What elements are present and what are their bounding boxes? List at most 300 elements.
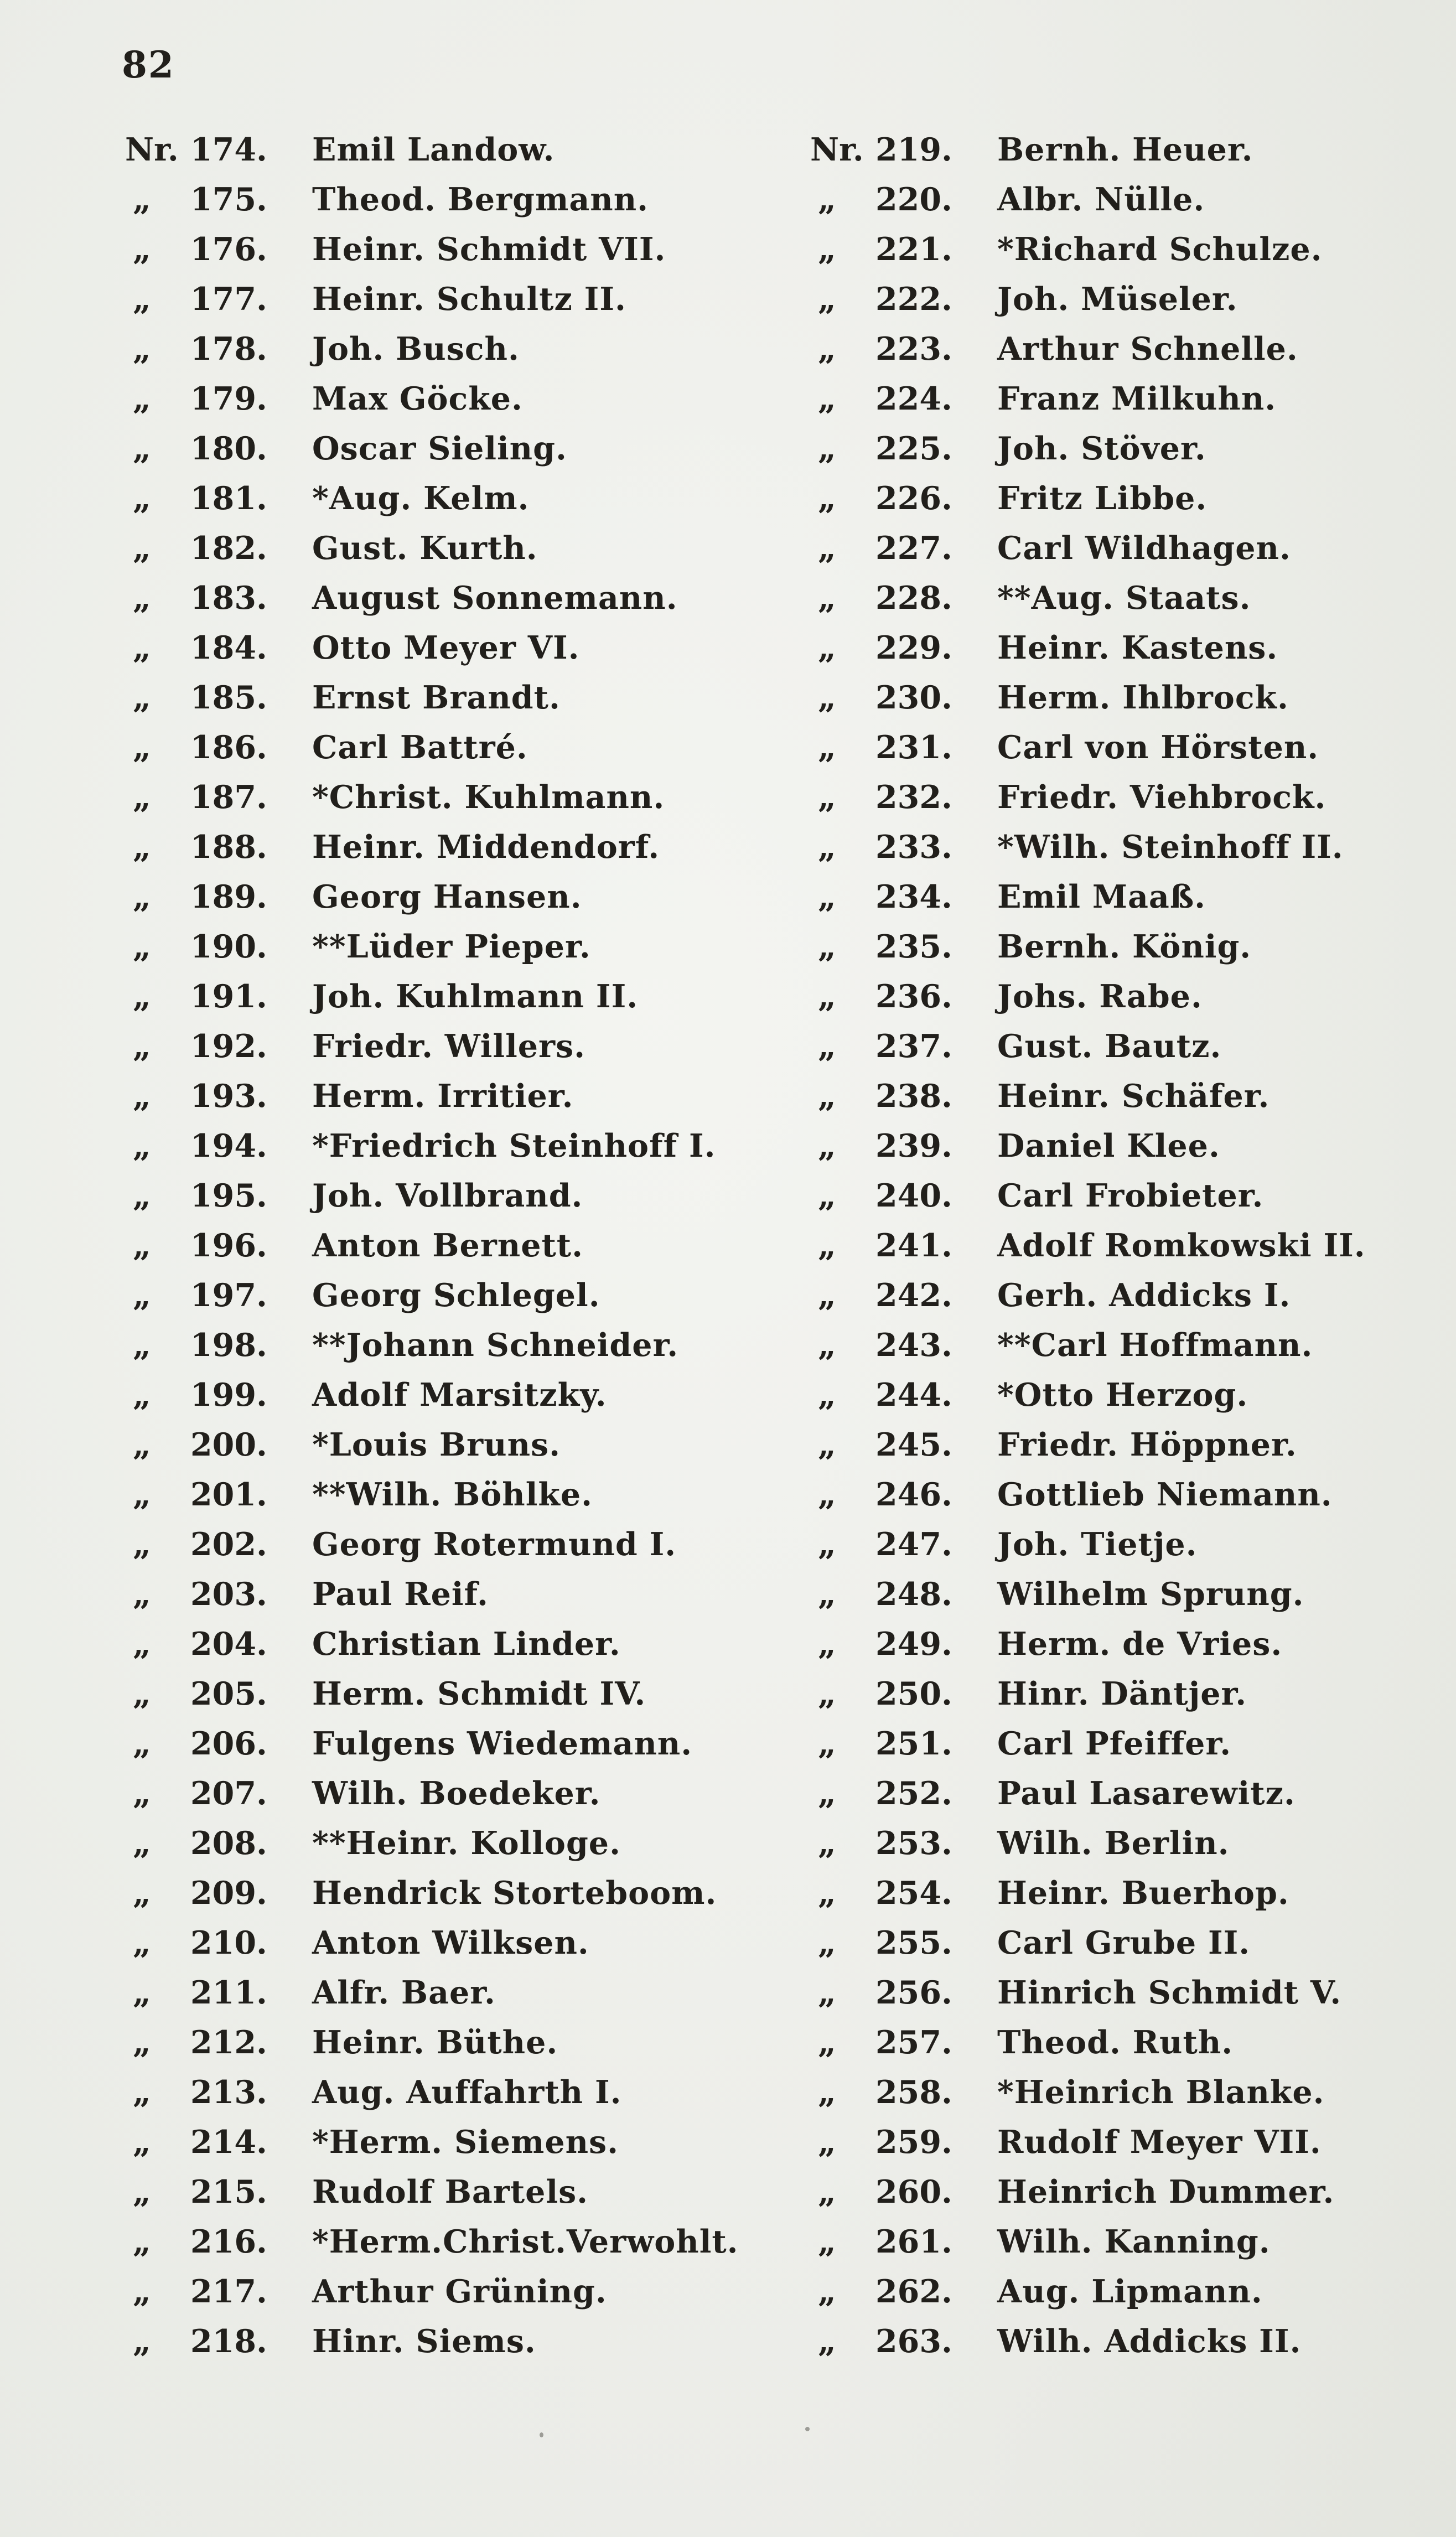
entry-number: 219. [875,131,952,168]
entry-prefix: „ [133,1625,151,1663]
list-entry [810,822,1452,872]
entry-prefix: „ [818,579,836,617]
entry-name: Adolf Romkowski II. [997,1227,1366,1264]
entry-number: 175. [190,181,267,218]
entry-number: 179. [190,380,267,417]
entry-prefix: „ [818,1277,836,1314]
entry-number: 212. [190,2024,267,2061]
entry-name: Carl Grube II. [997,1924,1251,1961]
entry-number: 225. [875,430,952,467]
list-entry [810,1520,1452,1570]
entry-name: Heinrich Dummer. [997,2173,1335,2210]
entry-prefix: „ [133,829,151,866]
list-entry [125,1868,795,1918]
entry-number: 194. [190,1127,267,1164]
entry-name: Daniel Klee. [997,1127,1220,1164]
entry-prefix: „ [818,878,836,915]
entry-prefix: „ [818,380,836,417]
entry-number: 185. [190,679,267,716]
list-entry [810,225,1452,275]
list-entry [810,2317,1452,2367]
entry-prefix: „ [133,1775,151,1812]
entry-number: 223. [875,330,952,367]
entry-prefix: „ [133,679,151,716]
entry-name: Heinr. Middendorf. [312,829,660,866]
entry-prefix: „ [818,1526,836,1563]
entry-number: 214. [190,2124,267,2161]
entry-prefix: „ [818,530,836,567]
entry-prefix: „ [133,2223,151,2260]
list-entry [810,474,1452,524]
list-entry [810,1918,1452,1968]
entry-number: 221. [875,231,952,268]
entry-prefix: „ [818,1078,836,1115]
list-entry [125,1121,795,1171]
entry-number: 182. [190,530,267,567]
entry-name: Carl von Hörsten. [997,729,1319,766]
list-entry [810,1071,1452,1121]
list-entry [125,1470,795,1520]
entry-number: 220. [875,181,952,218]
entry-prefix: „ [133,480,151,517]
entry-prefix: „ [818,1825,836,1862]
entry-name: Oscar Sieling. [312,430,567,467]
list-entry [125,1769,795,1819]
entry-prefix: „ [133,1028,151,1065]
entry-number: 248. [875,1576,952,1613]
entry-prefix: „ [818,1775,836,1812]
entry-name: Anton Bernett. [312,1227,583,1264]
entry-prefix: „ [818,231,836,268]
entry-prefix: „ [133,878,151,915]
entry-name: Gottlieb Niemann. [997,1476,1333,1513]
entry-prefix: „ [818,978,836,1015]
entry-prefix: „ [133,530,151,567]
entry-name: **Heinr. Kolloge. [312,1825,621,1862]
entry-name: *Herm.Christ.Verwohlt. [312,2223,739,2260]
entry-number: 238. [875,1078,952,1115]
entry-name: *Otto Herzog. [997,1376,1248,1414]
entry-number: 199. [190,1376,267,1414]
entry-name: Aug. Auffahrth I. [312,2074,622,2111]
entry-prefix: Nr. [810,131,864,168]
entry-name: Heinr. Schultz II. [312,281,626,318]
entry-number: 188. [190,829,267,866]
entry-number: 245. [875,1426,952,1463]
entry-number: 203. [190,1576,267,1613]
list-entry [125,2117,795,2167]
entry-name: Wilh. Addicks II. [997,2323,1302,2360]
entry-prefix: „ [818,2124,836,2161]
entry-number: 257. [875,2024,952,2061]
list-entry [810,723,1452,773]
entry-number: 249. [875,1625,952,1663]
entry-name: **Wilh. Böhlke. [312,1476,593,1513]
list-entry [810,1669,1452,1719]
list-entry [810,374,1452,424]
entry-prefix: „ [133,181,151,218]
entry-number: 191. [190,978,267,1015]
list-entry [810,922,1452,972]
list-entry [125,872,795,922]
entry-prefix: „ [133,1327,151,1364]
entry-prefix: „ [133,2323,151,2360]
entry-number: 231. [875,729,952,766]
entry-prefix: „ [133,380,151,417]
entry-prefix: „ [818,2223,836,2260]
entry-number: 263. [875,2323,952,2360]
entry-name: Emil Landow. [312,131,555,168]
entry-prefix: „ [133,1974,151,2011]
entry-number: 198. [190,1327,267,1364]
list-entry [125,1520,795,1570]
entry-name: Otto Meyer VI. [312,629,580,666]
list-entry [810,1819,1452,1868]
entry-prefix: „ [133,1875,151,1912]
list-entry [125,324,795,374]
entry-name: Carl Wildhagen. [997,530,1291,567]
entry-prefix: „ [133,281,151,318]
entry-prefix: „ [818,330,836,367]
entry-name: Joh. Kuhlmann II. [312,978,639,1015]
entry-name: Bernh. Heuer. [997,131,1253,168]
entry-name: Fulgens Wiedemann. [312,1725,693,1762]
list-entry [125,1719,795,1769]
entry-number: 234. [875,878,952,915]
list-entry [125,1420,795,1470]
entry-prefix: „ [818,1974,836,2011]
entry-number: 180. [190,430,267,467]
entry-number: 211. [190,1974,267,2011]
entry-prefix: „ [818,1476,836,1513]
entry-prefix: „ [818,1028,836,1065]
entry-name: Arthur Schnelle. [997,330,1298,367]
entry-prefix: „ [133,1376,151,1414]
list-entry [810,573,1452,623]
entry-name: Herm. Irritier. [312,1078,574,1115]
list-entry [125,2317,795,2367]
list-entry [810,2117,1452,2167]
entry-name: Aug. Lipmann. [997,2273,1263,2310]
list-entry [810,524,1452,573]
entry-name: **Lüder Pieper. [312,928,591,965]
entry-name: Friedr. Viehbrock. [997,779,1327,816]
entry-prefix: „ [818,2024,836,2061]
list-entry [125,275,795,324]
entry-number: 186. [190,729,267,766]
entry-name: Gust. Kurth. [312,530,538,567]
entry-prefix: „ [133,1675,151,1712]
entry-prefix: „ [818,1924,836,1961]
entry-number: 236. [875,978,952,1015]
entry-number: 209. [190,1875,267,1912]
list-entry [810,1121,1452,1171]
entry-prefix: „ [818,2173,836,2210]
entry-prefix: „ [818,430,836,467]
entry-number: 242. [875,1277,952,1314]
list-entry [125,1271,795,1321]
entry-name: Friedr. Höppner. [997,1426,1297,1463]
entry-number: 228. [875,579,952,617]
entry-number: 253. [875,1825,952,1862]
entry-number: 184. [190,629,267,666]
entry-number: 202. [190,1526,267,1563]
entry-name: Heinr. Kastens. [997,629,1278,666]
list-entry [810,1321,1452,1370]
entry-name: Carl Battré. [312,729,528,766]
list-entry [810,872,1452,922]
entry-prefix: „ [818,1376,836,1414]
entry-name: Emil Maaß. [997,878,1206,915]
entry-number: 213. [190,2074,267,2111]
entry-name: Wilh. Boedeker. [312,1775,601,1812]
list-entry [125,474,795,524]
list-entry [810,324,1452,374]
entry-prefix: „ [818,829,836,866]
entry-name: Carl Pfeiffer. [997,1725,1232,1762]
entry-prefix: Nr. [125,131,179,168]
entry-name: Wilh. Berlin. [997,1825,1230,1862]
entry-prefix: „ [818,1426,836,1463]
list-entry [810,2068,1452,2117]
list-entry [125,175,795,225]
entry-prefix: „ [818,281,836,318]
entry-number: 229. [875,629,952,666]
entry-number: 215. [190,2173,267,2210]
list-entry [125,1918,795,1968]
entry-number: 197. [190,1277,267,1314]
entry-name: *Richard Schulze. [997,231,1323,268]
entry-prefix: „ [818,2273,836,2310]
entry-name: *Wilh. Steinhoff II. [997,829,1344,866]
entry-prefix: „ [133,1426,151,1463]
entry-name: Heinr. Buerhop. [997,1875,1289,1912]
entry-prefix: „ [133,1177,151,1214]
entry-name: Hinr. Siems. [312,2323,536,2360]
list-entry [125,1071,795,1121]
entry-name: Johs. Rabe. [997,978,1203,1015]
list-entry [125,1819,795,1868]
entry-prefix: „ [133,2024,151,2061]
entry-name: Herm. de Vries. [997,1625,1283,1663]
entry-prefix: „ [818,629,836,666]
entry-number: 216. [190,2223,267,2260]
entry-number: 208. [190,1825,267,1862]
entry-number: 256. [875,1974,952,2011]
entry-number: 192. [190,1028,267,1065]
list-entry [125,623,795,673]
entry-number: 196. [190,1227,267,1264]
list-entry [125,524,795,573]
entry-prefix: „ [133,1924,151,1961]
entry-prefix: „ [133,1127,151,1164]
entry-name: Christian Linder. [312,1625,621,1663]
entry-name: Joh. Stöver. [997,430,1206,467]
list-entry [810,623,1452,673]
entry-prefix: „ [818,181,836,218]
entry-name: Georg Hansen. [312,878,582,915]
entry-prefix: „ [818,679,836,716]
entry-number: 193. [190,1078,267,1115]
entry-number: 252. [875,1775,952,1812]
entry-number: 260. [875,2173,952,2210]
entry-name: **Carl Hoffmann. [997,1327,1313,1364]
entry-prefix: „ [133,1526,151,1563]
list-entry [125,573,795,623]
entry-number: 241. [875,1227,952,1264]
list-entry [125,1570,795,1619]
member-list-column-right [810,125,1452,2367]
entry-prefix: „ [818,1127,836,1164]
entry-prefix: „ [818,2074,836,2111]
entry-number: 178. [190,330,267,367]
list-entry [810,1370,1452,1420]
entry-number: 183. [190,579,267,617]
entry-name: Theod. Bergmann. [312,181,649,218]
entry-name: Herm. Ihlbrock. [997,679,1289,716]
entry-prefix: „ [133,1725,151,1762]
entry-number: 177. [190,281,267,318]
entry-number: 232. [875,779,952,816]
entry-prefix: „ [133,1825,151,1862]
list-entry [810,125,1452,175]
member-list-column-left [125,125,795,2367]
entry-name: Anton Wilksen. [312,1924,589,1961]
list-entry [810,1221,1452,1271]
entry-number: 205. [190,1675,267,1712]
entry-name: Georg Schlegel. [312,1277,600,1314]
entry-name: August Sonnemann. [312,579,678,617]
list-entry [810,972,1452,1022]
list-entry [810,1769,1452,1819]
list-entry [810,2217,1452,2267]
entry-name: **Johann Schneider. [312,1327,679,1364]
list-entry [125,1370,795,1420]
list-entry [125,1321,795,1370]
list-entry [810,673,1452,723]
list-entry [125,1171,795,1221]
entry-number: 258. [875,2074,952,2111]
list-entry [125,773,795,822]
list-entry [125,125,795,175]
entry-number: 246. [875,1476,952,1513]
list-entry [125,374,795,424]
entry-name: *Louis Bruns. [312,1426,561,1463]
list-entry [810,175,1452,225]
entry-number: 187. [190,779,267,816]
entry-name: Carl Frobieter. [997,1177,1264,1214]
entry-name: Fritz Libbe. [997,480,1208,517]
entry-number: 227. [875,530,952,567]
list-entry [125,1619,795,1669]
list-entry [810,1570,1452,1619]
list-entry [125,1669,795,1719]
entry-prefix: „ [818,1177,836,1214]
entry-prefix: „ [133,779,151,816]
entry-name: Heinr. Büthe. [312,2024,558,2061]
list-entry [810,2167,1452,2217]
entry-number: 207. [190,1775,267,1812]
list-entry [810,2267,1452,2317]
entry-name: Herm. Schmidt IV. [312,1675,646,1712]
entry-number: 247. [875,1526,952,1563]
entry-number: 239. [875,1127,952,1164]
entry-prefix: „ [818,779,836,816]
scan-speckle [805,2427,810,2431]
list-entry [810,773,1452,822]
entry-number: 250. [875,1675,952,1712]
entry-number: 222. [875,281,952,318]
entry-prefix: „ [818,928,836,965]
entry-name: Arthur Grüning. [312,2273,607,2310]
entry-name: Heinr. Schäfer. [997,1078,1270,1115]
entry-prefix: „ [133,579,151,617]
entry-prefix: „ [133,231,151,268]
entry-prefix: „ [133,978,151,1015]
entry-name: *Friedrich Steinhoff I. [312,1127,716,1164]
entry-prefix: „ [133,430,151,467]
entry-name: Rudolf Meyer VII. [997,2124,1322,2161]
entry-number: 230. [875,679,952,716]
list-entry [125,2068,795,2117]
entry-number: 240. [875,1177,952,1214]
entry-name: Theod. Ruth. [997,2024,1234,2061]
entry-name: Georg Rotermund I. [312,1526,677,1563]
list-entry [810,2018,1452,2068]
entry-prefix: „ [818,1625,836,1663]
entry-name: Joh. Vollbrand. [312,1177,583,1214]
list-entry [125,2267,795,2317]
entry-number: 190. [190,928,267,965]
entry-name: Wilhelm Sprung. [997,1576,1304,1613]
entry-name: Friedr. Willers. [312,1028,585,1065]
entry-number: 200. [190,1426,267,1463]
entry-number: 261. [875,2223,952,2260]
page-number: 82 [122,43,175,86]
entry-number: 218. [190,2323,267,2360]
entry-number: 251. [875,1725,952,1762]
entry-name: Rudolf Bartels. [312,2173,589,2210]
entry-name: Paul Reif. [312,1576,489,1613]
list-entry [125,2167,795,2217]
entry-prefix: „ [818,1576,836,1613]
entry-number: 204. [190,1625,267,1663]
list-entry [125,922,795,972]
list-entry [810,1968,1452,2018]
entry-number: 176. [190,231,267,268]
list-entry [810,424,1452,474]
list-entry [125,2018,795,2068]
entry-number: 254. [875,1875,952,1912]
entry-name: Wilh. Kanning. [997,2223,1271,2260]
entry-name: Joh. Busch. [312,330,520,367]
list-entry [810,1470,1452,1520]
entry-name: Albr. Nülle. [997,181,1205,218]
entry-name: Hinrich Schmidt V. [997,1974,1342,2011]
entry-number: 237. [875,1028,952,1065]
list-entry [125,1968,795,2018]
entry-name: Bernh. König. [997,928,1252,965]
entry-name: Paul Lasarewitz. [997,1775,1296,1812]
entry-name: Gust. Bautz. [997,1028,1222,1065]
entry-name: Joh. Tietje. [997,1526,1198,1563]
entry-number: 217. [190,2273,267,2310]
entry-number: 224. [875,380,952,417]
list-entry [810,1619,1452,1669]
entry-name: *Herm. Siemens. [312,2124,619,2161]
list-entry [125,822,795,872]
entry-name: Hendrick Storteboom. [312,1875,717,1912]
